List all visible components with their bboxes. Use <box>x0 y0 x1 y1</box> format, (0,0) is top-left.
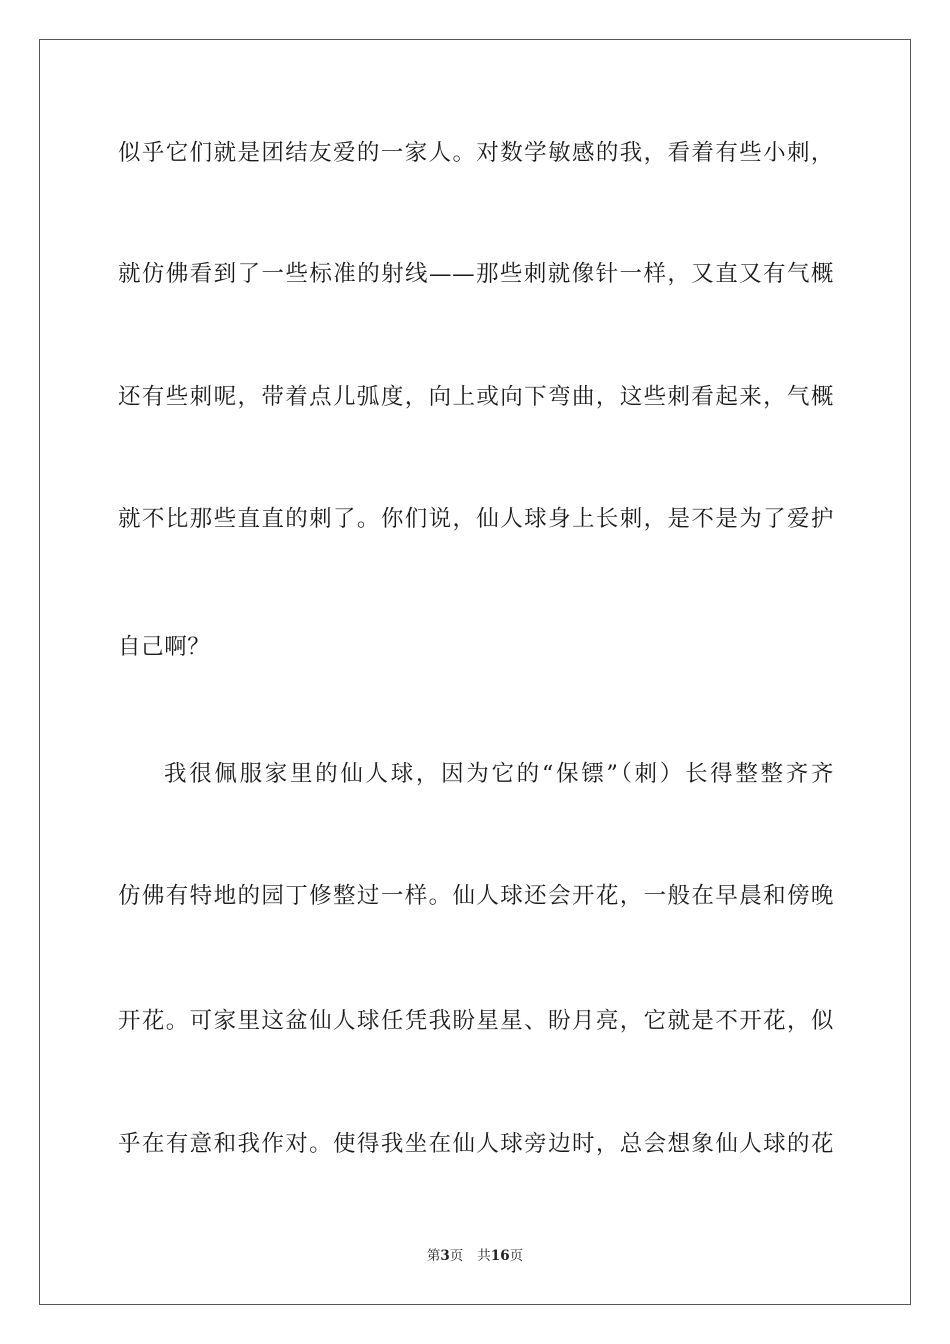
page-label-prefix: 第 <box>426 1248 441 1264</box>
paragraph-line: 还有些刺呢，带着点儿弧度，向上或向下弯曲，这些刺看起来，气概 <box>118 384 834 410</box>
paragraph-line: 似乎它们就是团结友爱的一家人。对数学敏感的我，看着有些小刺， <box>118 140 834 166</box>
total-label-prefix: 共 <box>477 1248 491 1264</box>
paragraph-line: 自己啊？ <box>118 634 211 660</box>
page-border <box>39 39 911 1305</box>
paragraph-line: 就仿佛看到了一些标准的射线——那些刺就像针一样，又直又有气概 <box>118 261 834 287</box>
paragraph-line-indented <box>118 759 834 789</box>
total-pages: 16 <box>490 1248 510 1264</box>
page-footer <box>0 1246 950 1266</box>
page-number: 3 <box>440 1248 450 1264</box>
paragraph-line: 仿佛有特地的园丁修整过一样。仙人球还会开花，一般在早晨和傍晚 <box>118 883 834 909</box>
paragraph-line: 就不比那些直直的刺了。你们说，仙人球身上长刺，是不是为了爱护 <box>118 506 834 532</box>
page-label-suffix: 页 <box>449 1248 464 1264</box>
total-label-suffix: 页 <box>509 1248 524 1264</box>
paragraph-line: 开花。可家里这盆仙人球任凭我盼星星、盼月亮，它就是不开花，似 <box>118 1008 834 1034</box>
paragraph-line: 乎在有意和我作对。使得我坐在仙人球旁边时，总会想象仙人球的花 <box>118 1131 834 1157</box>
paragraph-line-text: 我很佩服家里的仙人球，因为它的“保镖”（刺）长得整整齐齐 <box>164 761 834 787</box>
